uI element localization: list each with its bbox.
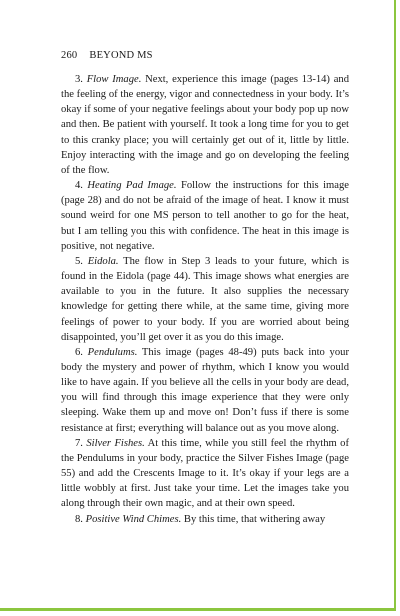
step-title: Pendulums.: [87, 346, 138, 358]
body-text: [61, 72, 349, 527]
step-title: Positive Wind Chimes.: [85, 513, 182, 525]
step-number: 3.: [75, 74, 83, 85]
paragraph-heating-pad-image: [61, 178, 349, 254]
step-title: Eidola.: [87, 255, 119, 267]
step-title: Flow Image.: [86, 74, 142, 85]
paragraph-eidola: [61, 254, 349, 345]
step-text: By this time, that withering away: [183, 513, 326, 525]
step-number: 5.: [75, 255, 83, 267]
step-text: The flow in Step 3 leads to your future, which is found in the Eidola (page 44). This image shows what energies are available to you in the future. It also supplies the necessary knowledge for getting there while, at the same time, giving more feelings of power to your body. If you are worried about being disappointed, you’ll get over it as you do this image.: [61, 255, 349, 343]
step-text: This image (pages 48-49) puts back into your body the mystery and power of rhythm, which I know you would like to have again. If you believe all the cells in your body are dead, you will find through this image experience that they were only sleeping. Wake them up and move on! Don’t fuss if there is some resistance at first; everything will balance out as you move along.: [61, 346, 349, 434]
step-number: 7.: [75, 437, 83, 449]
step-title: Silver Fishes.: [86, 437, 145, 449]
paragraph-pendulums: [61, 345, 349, 436]
step-number: 4.: [75, 180, 83, 192]
step-title: Heating Pad Image.: [87, 180, 177, 192]
page-number: 260: [61, 50, 78, 61]
step-number: 8.: [75, 513, 83, 525]
step-number: 6.: [75, 346, 83, 358]
step-text: Follow the instructions for this image (page 28) and do not be afraid of the image of heat. I know it must sound weird for one MS person to tell another to go for the heat, but I am telling you this with confidence. The heat in this image is positive, not negative.: [61, 180, 349, 252]
running-title: BEYOND MS: [89, 50, 153, 61]
step-text: At this time, while you still feel the rhythm of the Pendulums in your body, practice the Silver Fishes Image (page 55) and add the Crescents Image to it. It’s okay if your legs are a little wobbly at first. Just take your time. Let the images take you along through their own magic, and at their own speed.: [61, 437, 349, 510]
paragraph-positive-wind-chimes: [61, 512, 349, 527]
paragraph-flow-image: [61, 72, 349, 178]
step-text: Next, experience this image (pages 13-14) and the feeling of the energy, vigor and connectedness in your body. It’s okay if some of your negative feelings about your body pop up now and then. Be patient with yourself. It took a long time for you to get to this cranky place; you will certainly get out of it, little by little. Enjoy interacting with the image and go on developing the feeling of the flow.: [61, 74, 349, 176]
paragraph-silver-fishes: [61, 436, 349, 512]
page-header: [61, 50, 153, 61]
